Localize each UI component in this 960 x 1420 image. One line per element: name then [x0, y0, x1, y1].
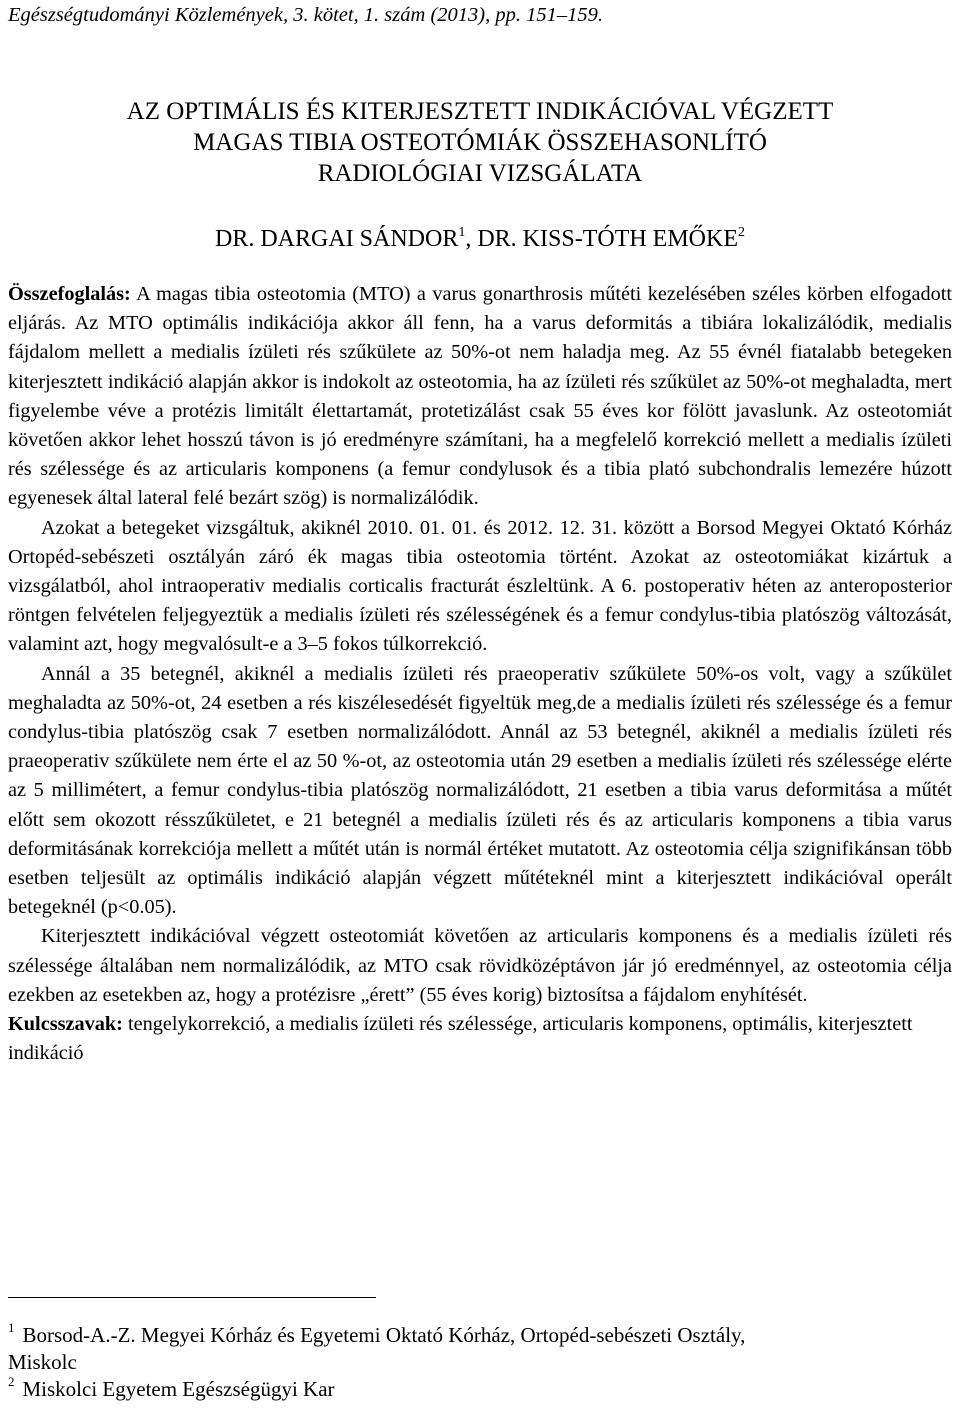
- footnote-marker: 2: [8, 1374, 15, 1389]
- footnote-1: [8, 1322, 948, 1376]
- footnotes: [8, 1322, 948, 1403]
- author-name: DR. DARGAI SÁNDOR: [214, 226, 459, 252]
- keywords-text: tengelykorrekció, a medialis ízületi rés szélessége, articularis komponens, optimális, kiterjesztett indikáció: [8, 1013, 913, 1065]
- abstract-text: A magas tibia osteotomia (MTO) a varus gonarthrosis műtéti kezelésében széles körben elfogadott eljárás. Az MTO optimális indikációja akkor áll fenn, ha a varus deformitás a tibiára lokalizálódik, medialis fájdalom mellett a medialis ízületi rés szűkülete az 50%-ot nem haladja meg. Az 55 évnél fiatalabb betegeken kiterjesztett indikáció alapján akkor is indokolt az osteotomia, ha az ízületi rés szűkület az 50%-ot meghaladta, mert figyelembe véve a protézis limitált élettartamát, protetizálást csak 55 éves kor fölött javaslunk. Az osteotomiát követően akkor lehet hosszú távon is jó eredményre számítani, ha a megfelelő korrekció mellett a medialis ízületi rés szélessége és az articularis komponens (a femur condylusok és a tibia plató subchondralis lemezére húzott egyenesek által lateral felé bezárt szög) is normalizálódik.: [8, 283, 952, 510]
- footnote-marker: 1: [8, 1320, 15, 1335]
- title-line: AZ OPTIMÁLIS ÉS KITERJESZTETT INDIKÁCIÓVAL VÉGZETT: [126, 98, 834, 125]
- author-list: [8, 224, 952, 254]
- footnote-text-continuation: Miskolc: [8, 1350, 77, 1374]
- abstract-paragraph: Azokat a betegeket vizsgáltuk, akiknél 2010. 01. 01. és 2012. 12. 31. között a Borsod Megyei Oktató Kórház Ortopéd-sebészeti osztályán záró ék magas tibia osteotomia történt. Azokat az osteotomiákat kizártuk a vizsgálatból, ahol intraoperativ medialis corticalis fracturát észleltünk. A 6. postoperativ héten az anteroposterior röntgen felvételen feljegyeztük a medialis ízületi rés szélességének és a femur condylus-tibia platószög változását, valamint azt, hogy megvalósult-e a 3–5 fokos túlkorrekció.: [8, 516, 952, 656]
- footnote-2: [8, 1376, 948, 1403]
- journal-citation: Egészségtudományi Közlemények, 3. kötet, 1. szám (2013), pp. 151–159.: [8, 4, 603, 26]
- abstract-paragraph: Annál a 35 betegnél, akiknél a medialis ízületi rés praeoperativ szűkülete 50%-os volt, vagy a szűkület meghaladta az 50%-ot, 24 esetben a rés kiszélesedését figyeltük meg,de a medialis ízületi rés szélessége és a femur condylus-tibia platószög csak 7 esetben normalizálódott. Annál az 53 betegnél, akiknél a medialis ízületi rés praeoperativ szűkülete nem érte el az 50 %-ot, az osteotomia után 29 esetben a medialis ízületi rés szélessége elérte az 5 millimétert, a femur condylus-tibia platószög normalizálódott, 21 esetben a tibia varus deformitása a műtét előtt sem okozott résszűkületet, e 21 betegnél a medialis ízületi rés és az articularis komponens a tibia varus deformitásának korrekciója mellett a műtét után is normál értéket mutatott. Az osteotomia célja szignifikánsan több esetben teljesült az optimális indikáció alapján végzett műtéteknél mint a kiterjesztett indikációval operált betegeknél (p<0.05).: [8, 662, 952, 919]
- abstract-paragraph: Kiterjesztett indikációval végzett osteotomiát követően az articularis komponens és a medialis ízületi rés szélessége általában nem normalizálódik, az MTO csak rövidközéptávon jár jó eredménnyel, az osteotomia célja ezekben az esetekben az, hogy a protézisre „érett” (55 éves korig) biztosítsa a fájdalom enyhítését.: [8, 925, 952, 1006]
- author-name: DR. KISS-TÓTH EMŐKE: [477, 226, 739, 252]
- abstract-paragraph: [8, 280, 952, 514]
- keywords: [8, 1010, 952, 1068]
- title-line: MAGAS TIBIA OSTEOTÓMIÁK ÖSSZEHASONLÍTÓ: [193, 129, 767, 156]
- footnote-text: Miskolci Egyetem Egészségügyi Kar: [22, 1377, 335, 1401]
- footnote-divider: [8, 1297, 376, 1298]
- affiliation-marker: 1: [458, 225, 466, 240]
- footnote-text: Borsod-A.-Z. Megyei Kórház és Egyetemi Oktató Kórház, Ortopéd-sebészeti Osztály,: [22, 1323, 746, 1347]
- abstract: [8, 280, 952, 1010]
- abstract-label: Összefoglalás:: [8, 283, 131, 305]
- keywords-label: Kulcsszavak:: [8, 1013, 123, 1036]
- affiliation-marker: 2: [738, 225, 746, 240]
- paper-title: [8, 96, 952, 189]
- title-line: RADIOLÓGIAI VIZSGÁLATA: [317, 160, 643, 187]
- author-separator: ,: [465, 226, 478, 252]
